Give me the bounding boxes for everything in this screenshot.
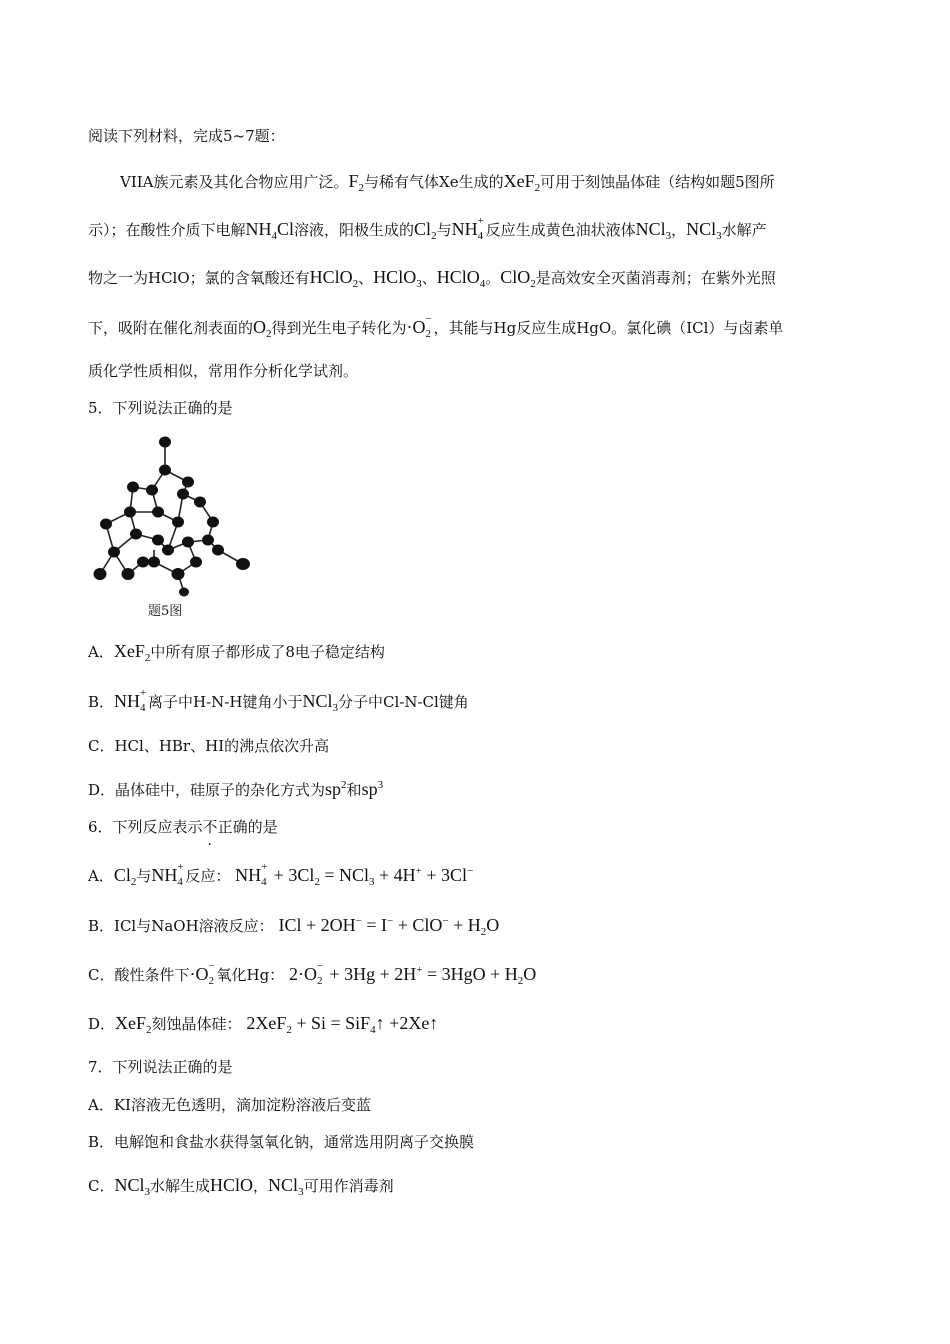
q7-option-a: A．KI溶液无色透明，滴加淀粉溶液后变蓝 [88,1096,371,1114]
q5-option-d: D．晶体硅中，硅原子的杂化方式为$sp^2$和$sp^3$ [88,779,384,799]
material-line-5: 质化学性质相似，常用作分析化学试剂。 [88,362,359,380]
material-line-4: 下，吸附在催化剂表面的$O_2$得到光生电子转化为·O − 2 ，其能与Hg反应生成HgO。氯化碘（ICl）与卤素单 [88,312,784,340]
q5-option-b: B．NH + 4 离子中H-N-H键角小于NCl$_3$分子中Cl-N-Cl键角 [88,686,469,714]
q7-stem: 7．下列说法正确的是 [88,1058,233,1076]
intro-text: 阅读下列材料，完成5~7题： [88,127,285,145]
q6-option-c: C．酸性条件下·O − 2 氧化Hg： 2·O − 2 + $3Hg + 2H^+ = 3HgO + H_2O$ [88,959,537,987]
q6-option-d: D．XeF$_2$刻蚀晶体硅： 2XeF$_2$ + Si = SiF$_4$↑ +2Xe↑ [88,1013,439,1036]
q6-stem: 6．下列反应表示不正确的是 [88,818,278,836]
q5-option-a: A．XeF$_2$中所有原子都形成了8电子稳定结构 [88,641,385,664]
q7-option-b: B．电解饱和食盐水获得氢氧化钠，通常选用阴离子交换膜 [88,1133,475,1151]
q7-option-c: C．NCl$_3$水解生成HClO，NCl$_3$可用作消毒剂 [88,1175,394,1198]
q5-option-c: C．HCl、HBr、HI的沸点依次升高 [88,737,330,755]
material-line-1: VIIA族元素及其化合物应用广泛。$F_2$与稀有气体Xe生成的XeF$_2$可用于刻蚀晶体硅（结构如题5图所 [120,171,775,194]
figure-caption: 题5图 [148,604,183,619]
q5-stem: 5．下列说法正确的是 [88,399,233,417]
q6-option-a: A．$Cl_2$与NH + 4 反应： NH + 4 + $3Cl_2 = NCl_3 + 4H^+ + 3Cl^-$ [88,860,474,888]
material-line-2: 示）；在酸性介质下电解$NH_4Cl$溶液，阳极生成的$Cl_2$与NH + 4 反应生成黄色油状液体NCl$_3$，NCl$_3$水解产 [88,214,767,242]
material-line-3: 物之一为HClO；氯的含氧酸还有HClO$_2$、HClO$_3$、HClO$_4$。ClO$_2$是高效安全灭菌消毒剂；在紫外光照 [88,267,776,290]
silicon-crystal-figure [88,432,254,618]
q6-option-b: B．ICl与NaOH溶液反应： ICl + $2OH^- = I^- + ClO^- + H_2O$ [88,915,500,938]
